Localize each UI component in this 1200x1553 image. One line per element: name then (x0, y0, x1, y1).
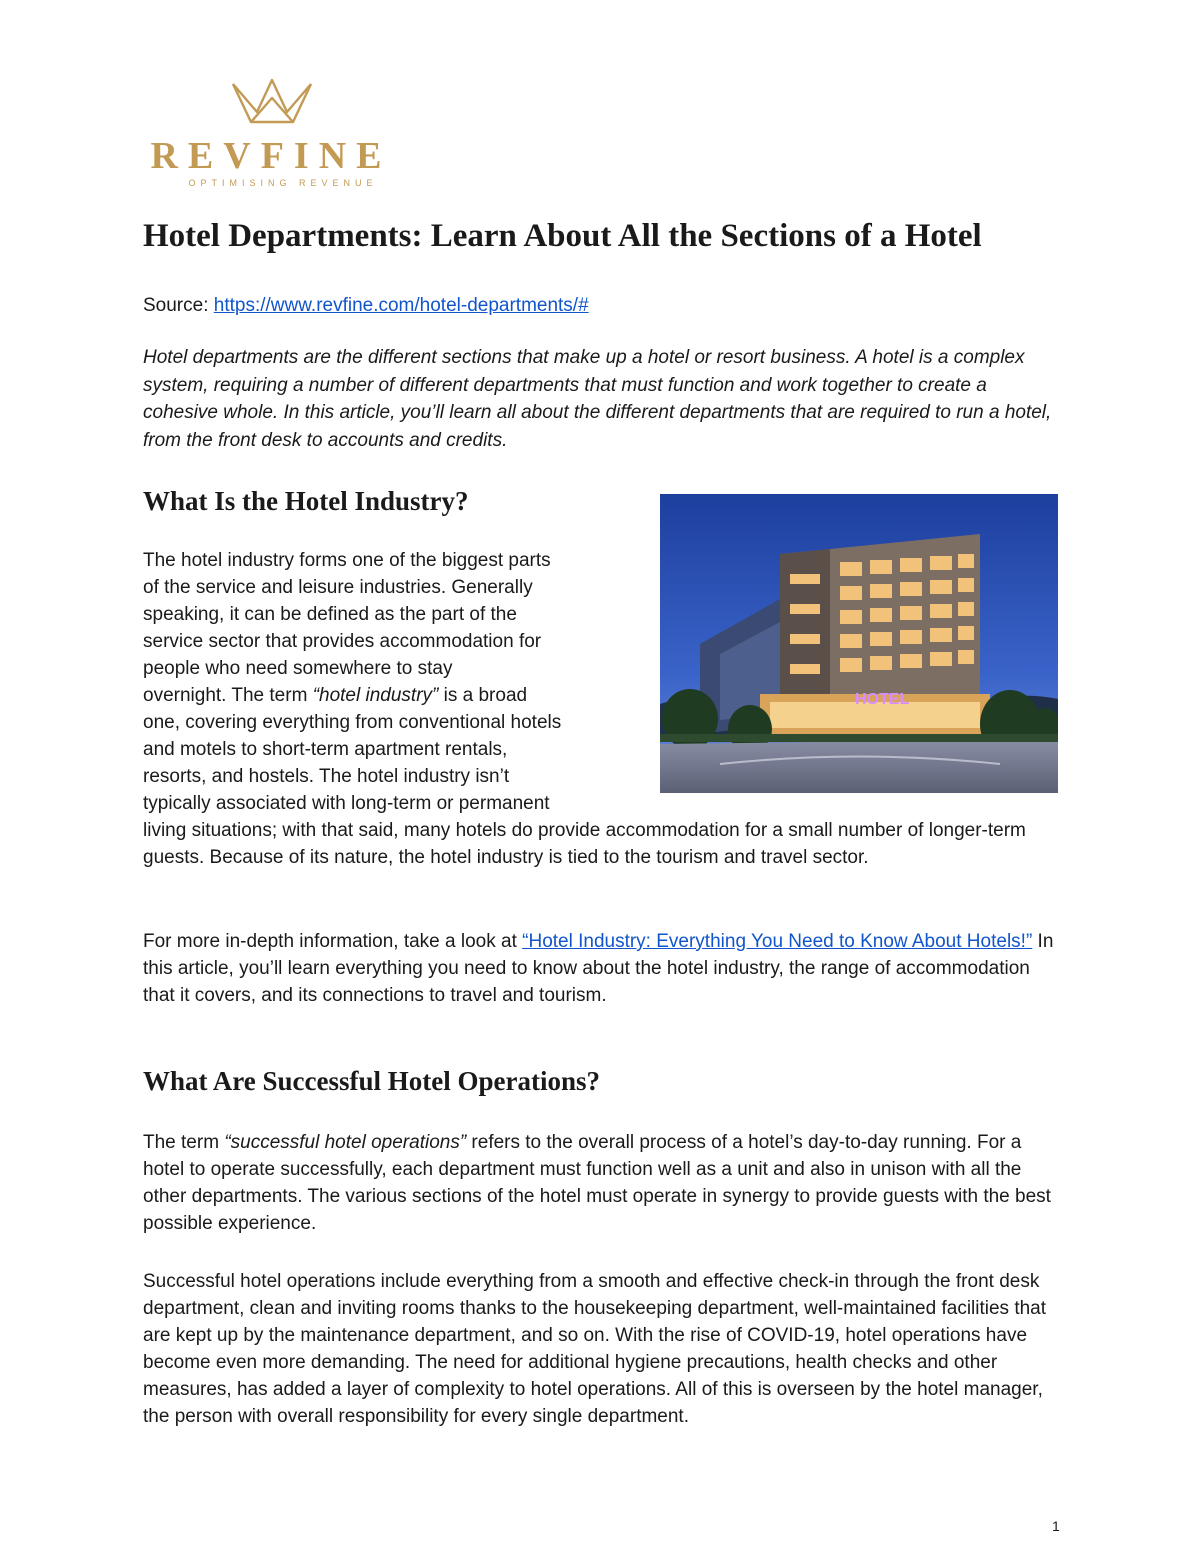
term-successful-operations: “successful hotel operations” (224, 1132, 467, 1153)
heading-hotel-industry: What Is the Hotel Industry? (143, 486, 469, 516)
industry-line: and motels to short-term apartment rentals, (143, 739, 508, 760)
source-line (143, 292, 589, 319)
industry-rest: living situations; with that said, many hotels do provide accommodation for a small number of longer-term guests. Because of its nature, the hotel industry is tied to the tourism and travel sector. (143, 820, 1026, 868)
page-number: 1 (1052, 1518, 1060, 1534)
more-info-paragraph (143, 928, 1055, 1009)
operations-paragraph-1 (143, 1129, 1055, 1237)
industry-line: one, covering everything from conventional hotels (143, 712, 562, 733)
ops-p1-after: refers to the overall process of a hotel’s day-to-day running. For a hotel to operate successfully, each department must function well as a unit and also in unison with all the other departments. The various sections of the hotel must operate in synergy to provide guests with the best possible experience. (143, 1132, 1051, 1234)
source-label: Source: (143, 295, 214, 316)
ops-p1-before: The term (143, 1132, 225, 1153)
industry-term-after: is a broad (438, 685, 528, 706)
more-info-after: In this article, you’ll learn everything you need to know about the hotel industry, the range of accommodation that it covers, and its connections to travel and tourism. (143, 931, 1054, 1006)
hotel-industry-article-link[interactable]: “Hotel Industry: Everything You Need to Know About Hotels!” (522, 931, 1033, 952)
operations-paragraph-2: Successful hotel operations include everything from a smooth and effective check-in through the front desk department, clean and inviting rooms thanks to the housekeeping department, well-maintained facilities that are kept up by the maintenance department, and so on. With the rise of COVID-19, hotel operations have become even more demanding. The need for additional hygiene precautions, health checks and other measures, has added a layer of complexity to hotel operations. All of this is overseen by the hotel manager, the person with overall responsibility for every single department. (143, 1271, 1047, 1427)
page-title: Hotel Departments: Learn About All the Sections of a Hotel (143, 218, 982, 254)
industry-paragraph (143, 547, 1055, 871)
industry-line: service sector that provides accommodation for (143, 631, 542, 652)
logo-tagline: OPTIMISING REVENUE (188, 178, 378, 188)
heading-hotel-operations: What Are Successful Hotel Operations? (143, 1066, 600, 1096)
industry-line: resorts, and hostels. The hotel industry isn’t (143, 766, 510, 787)
intro-paragraph: Hotel departments are the different sections that make up a hotel or resort business. A hotel is a complex system, requiring a number of different departments that must function and work together to create a cohesive whole. In this article, you’ll learn all about the different departments that are required to run a hotel, from the front desk to accounts and credits. (143, 347, 1052, 451)
revfine-logo (143, 76, 399, 194)
logo-wordmark: REVFINE (150, 135, 392, 177)
industry-line: The hotel industry forms one of the biggest parts (143, 550, 551, 571)
industry-line: people who need somewhere to stay (143, 658, 453, 679)
document-page (143, 0, 1055, 1553)
industry-line: typically associated with long-term or permanent (143, 793, 550, 814)
term-hotel-industry: “hotel industry” (312, 685, 439, 706)
hotel-sign: HOTEL (855, 691, 910, 708)
industry-line-with-term (143, 682, 1055, 709)
crown-icon (229, 76, 315, 128)
industry-line: of the service and leisure industries. Generally (143, 577, 533, 598)
industry-line: overnight. The term (143, 685, 313, 706)
industry-line: speaking, it can be defined as the part of the (143, 604, 517, 625)
more-info-before: For more in-depth information, take a look at (143, 931, 523, 952)
source-link[interactable]: https://www.revfine.com/hotel-departments/# (213, 295, 589, 316)
